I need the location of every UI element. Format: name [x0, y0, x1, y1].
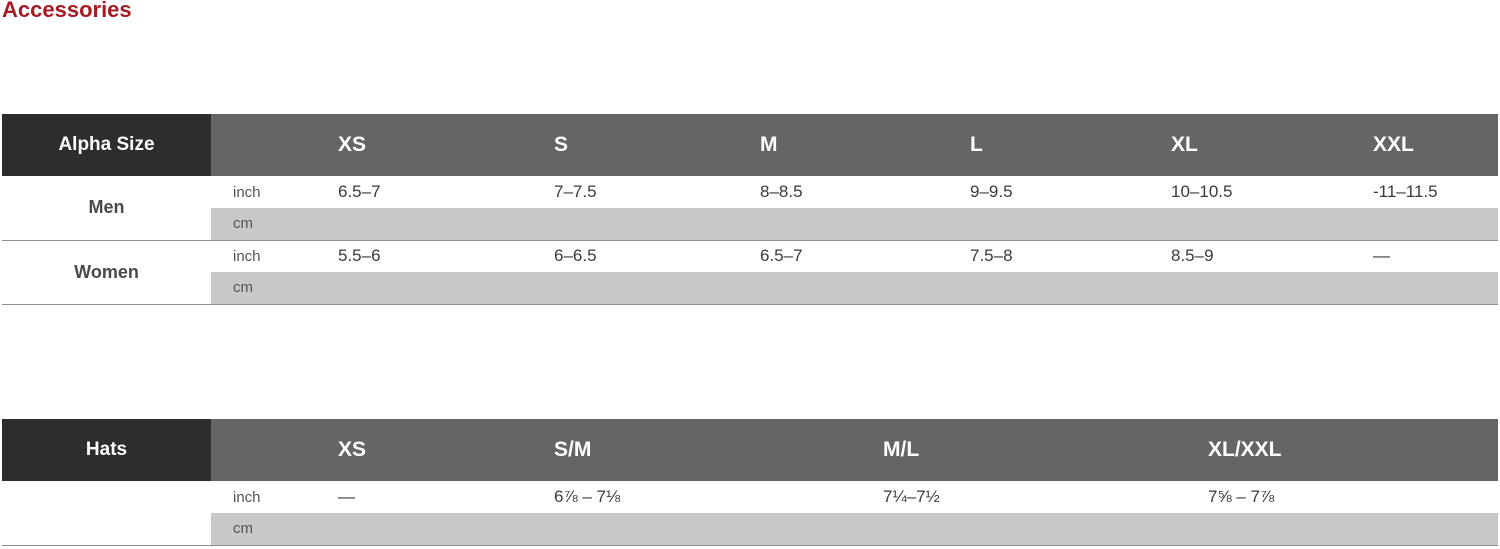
- women-inch-row: [2, 240, 1498, 272]
- hat-size-ml-header: M/L: [883, 419, 1208, 481]
- page-title: Accessories: [2, 0, 132, 22]
- size-xs-header: XS: [338, 114, 554, 176]
- size-m-header: M: [760, 114, 970, 176]
- hats-size-table: [2, 419, 1498, 546]
- alpha-header-row: [2, 114, 1498, 176]
- alpha-size-header: Alpha Size: [2, 114, 211, 176]
- cm-unit-label: cm: [211, 208, 338, 240]
- hats-cm-row: [2, 513, 1498, 545]
- alpha-size-table: [2, 114, 1498, 305]
- hat-size-xs-header: XS: [338, 419, 554, 481]
- women-label: Women: [2, 240, 211, 304]
- women-cm-row: [2, 272, 1498, 304]
- men-l-inch: 9–9.5: [970, 182, 1013, 201]
- cm-unit-label: cm: [211, 272, 338, 304]
- women-l-inch: 7.5–8: [970, 246, 1013, 266]
- hats-header: Hats: [2, 419, 211, 481]
- size-s-header: S: [554, 114, 760, 176]
- hat-xs-inch: —: [338, 487, 355, 506]
- women-xxl-inch: —: [1373, 246, 1390, 266]
- men-xl-inch: 10–10.5: [1171, 182, 1233, 201]
- men-inch-row: [2, 176, 1498, 208]
- hats-inch-row: [2, 481, 1498, 513]
- cm-unit-label: cm: [211, 513, 338, 545]
- women-m-inch: 6.5–7: [760, 246, 803, 266]
- inch-unit-label: inch: [233, 488, 261, 506]
- size-xl-header: XL: [1171, 114, 1373, 176]
- size-xxl-header: XXL: [1373, 114, 1498, 176]
- women-s-inch: 6–6.5: [554, 246, 597, 266]
- men-label: Men: [2, 176, 211, 240]
- hat-ml-inch: 7¼–7½: [883, 487, 940, 506]
- women-xl-inch: 8.5–9: [1171, 246, 1214, 266]
- hat-size-xlxxl-header: XL/XXL: [1208, 419, 1498, 481]
- hat-xlxxl-inch: 7⅝ – 7⅞: [1208, 487, 1275, 506]
- men-m-inch: 8–8.5: [760, 182, 803, 201]
- hat-sm-inch: 6⅞ – 7⅛: [554, 487, 621, 506]
- size-l-header: L: [970, 114, 1171, 176]
- hat-size-sm-header: S/M: [554, 419, 883, 481]
- men-xs-inch: 6.5–7: [338, 182, 381, 201]
- inch-unit-label: inch: [233, 247, 261, 265]
- men-s-inch: 7–7.5: [554, 182, 597, 201]
- inch-unit-label: inch: [233, 183, 261, 201]
- women-xs-inch: 5.5–6: [338, 246, 381, 266]
- hats-header-row: [2, 419, 1498, 481]
- men-cm-row: [2, 208, 1498, 240]
- men-xxl-inch: -11–11.5: [1373, 182, 1438, 201]
